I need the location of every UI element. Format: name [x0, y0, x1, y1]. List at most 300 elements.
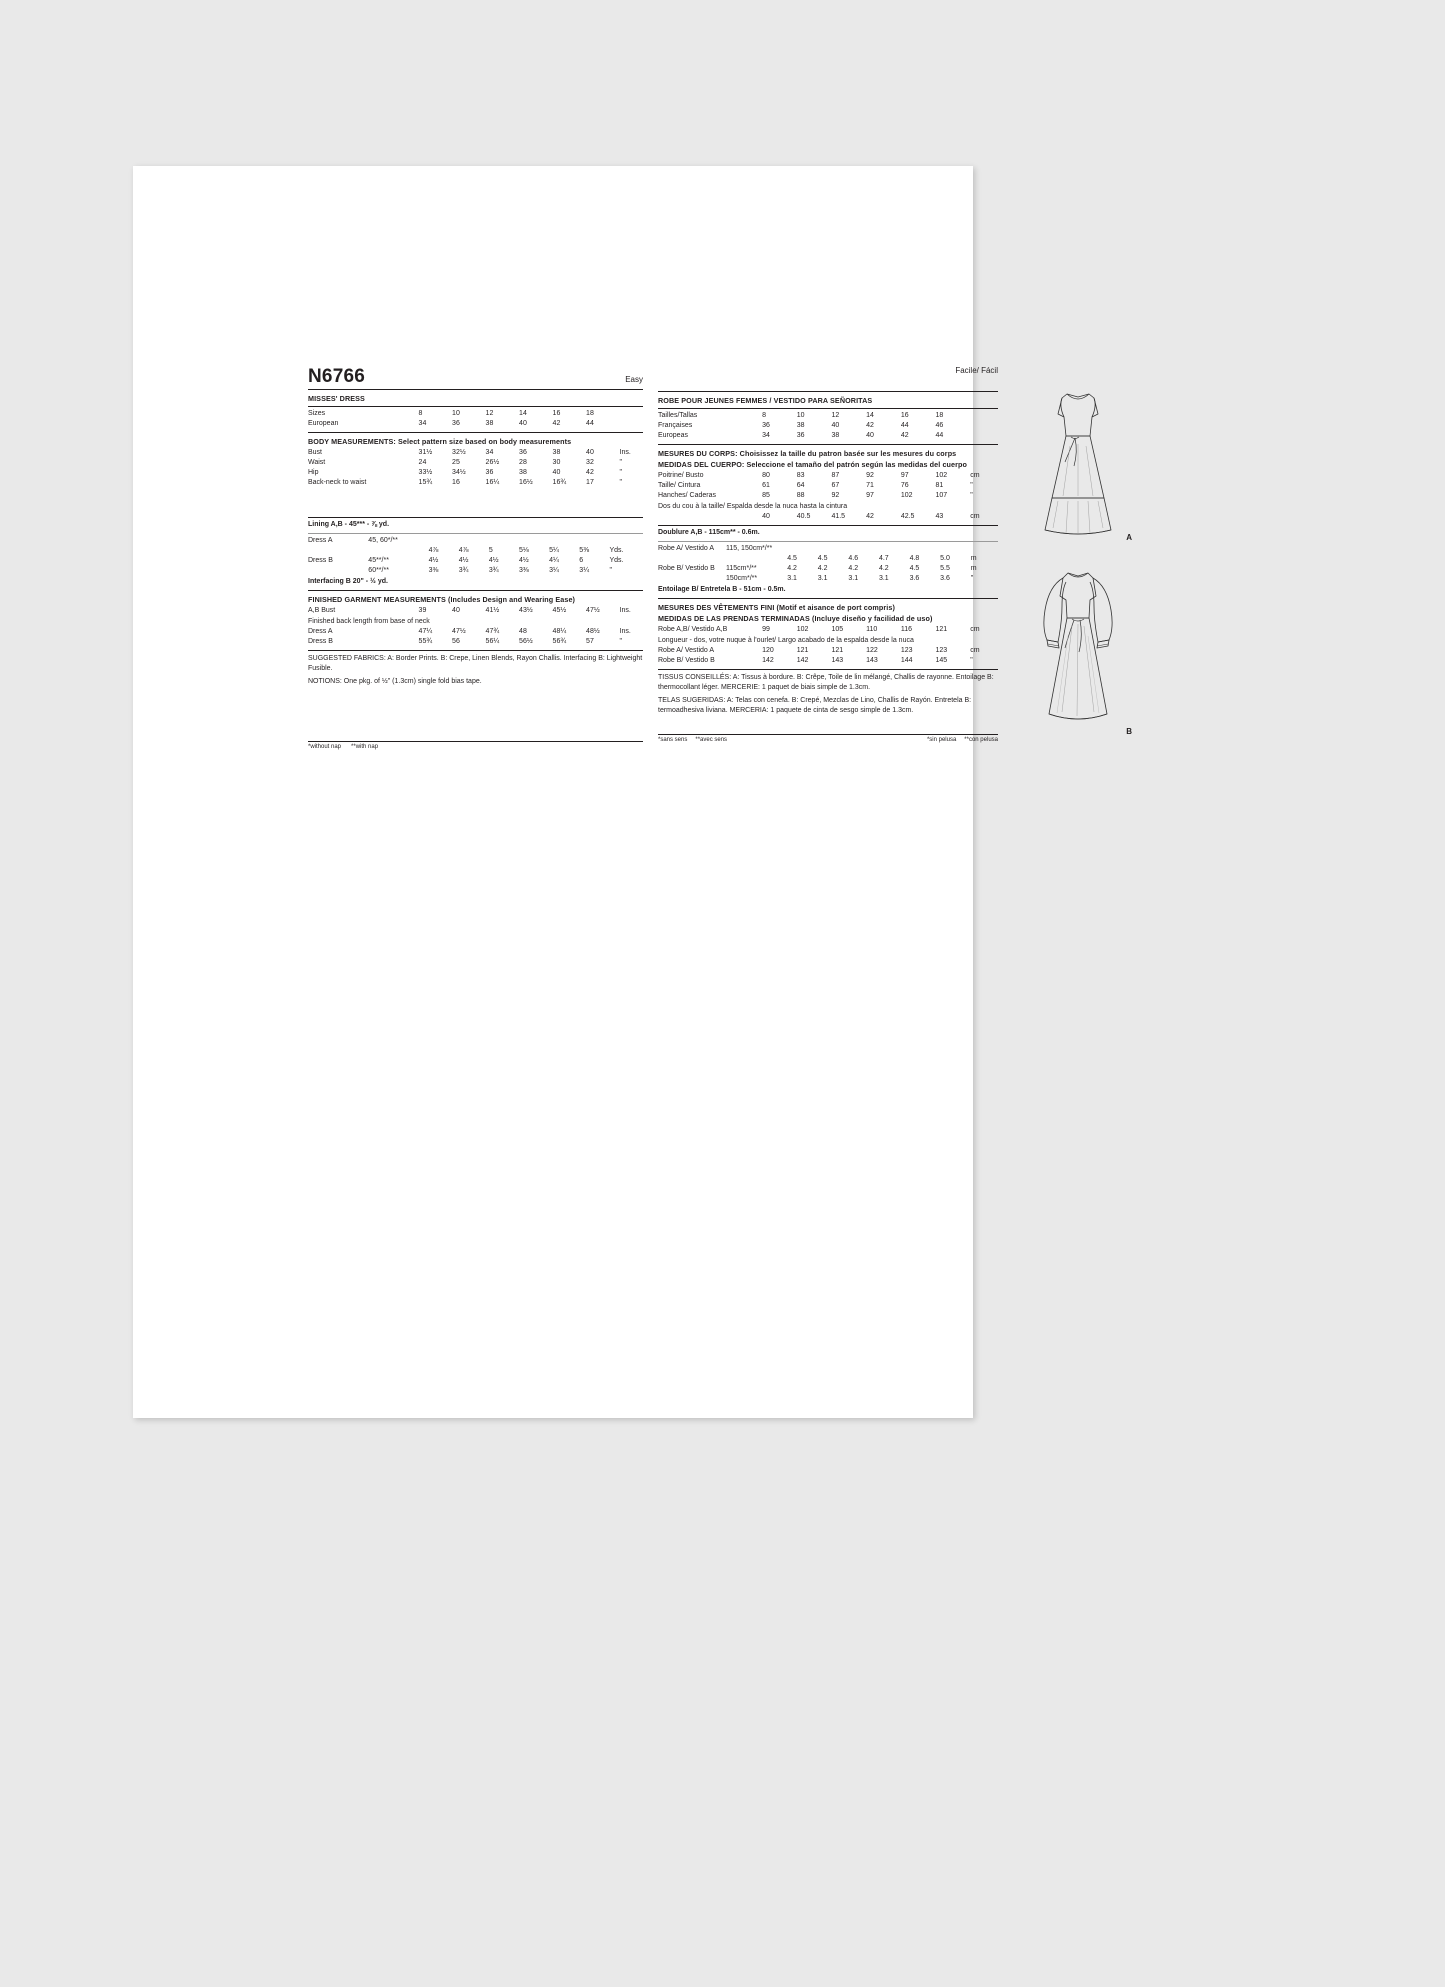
cell: 97 [900, 472, 909, 480]
row-label-europeas: Europeas [658, 432, 688, 440]
divider [658, 525, 998, 526]
cell: 34 [762, 432, 770, 440]
cell: 16¾ [552, 479, 567, 487]
row-label-bust: Bust [308, 449, 323, 457]
cell: 99 [762, 626, 770, 634]
cell: 4.5 [787, 555, 797, 563]
line-drawings-column [1018, 388, 1138, 736]
cell: 56¾ [552, 638, 567, 646]
yardage-width-60: 60**/** [368, 567, 389, 575]
divider [658, 669, 998, 670]
row-label-poitrine: Poitrine/ Busto [658, 472, 704, 480]
cell: 116 [900, 626, 912, 634]
cell: 24 [418, 459, 427, 467]
finished-back-length-label-fr-es: Longueur - dos, votre nuque à l'ourlet/ Largo acabado de la espalda desde la nuca [658, 637, 914, 644]
difficulty-en: Easy [625, 375, 643, 384]
cell: 36 [796, 432, 805, 440]
cell: 48½ [586, 628, 600, 636]
cell: 121 [796, 647, 809, 655]
finished-measurements-title-fr: MESURES DES VÊTEMENTS FINI (Motif et aisance de port compris) [658, 602, 895, 612]
footnote-with-nap: **with nap [351, 743, 379, 750]
cell: 32 [586, 459, 594, 467]
cell: 44 [900, 422, 909, 430]
cell: 3¾ [488, 567, 499, 575]
cell [658, 554, 726, 564]
cell: 122 [866, 647, 878, 655]
table-row [308, 478, 643, 488]
cell: 105 [831, 626, 844, 634]
cell: 30 [552, 459, 561, 467]
table-row [308, 409, 643, 419]
unit-cell: " [970, 492, 973, 500]
cell: 47¾ [485, 628, 500, 636]
cell: 80 [762, 472, 770, 480]
cell: 6 [579, 557, 584, 565]
interfacing-line-fr-es: Entoilage B/ Entretela B - 51cm - 0.5m. [658, 586, 786, 594]
footnote-without-nap: *without nap [308, 743, 342, 750]
cell: 4.6 [848, 555, 859, 563]
cell: 40 [586, 449, 594, 457]
cell: 42.5 [900, 513, 915, 521]
yardage-width-45: 45**/** [368, 557, 389, 565]
table-row [658, 421, 998, 431]
cell: 33½ [418, 469, 433, 477]
size-12: 12 [485, 410, 494, 418]
cell: 4.5 [909, 565, 920, 573]
unit-cell [971, 544, 998, 554]
unit-cell: cm [970, 513, 980, 521]
table-row [308, 419, 643, 429]
cell: 123 [935, 647, 948, 655]
cell: 3.1 [817, 575, 828, 583]
cell: 56¼ [485, 638, 500, 646]
cell: 41½ [485, 607, 500, 615]
cell: 4½ [458, 557, 469, 565]
cell: 102 [796, 626, 809, 634]
cell: 4½ [428, 557, 439, 565]
size-14: 14 [519, 410, 527, 418]
cell: 3.6 [940, 575, 950, 583]
cell: 38 [796, 422, 805, 430]
pattern-number: N6766 [308, 366, 365, 387]
cell: 48¼ [552, 628, 567, 636]
view-b-label: B [1126, 727, 1132, 736]
cell: 5⅛ [519, 547, 529, 555]
unit-cell: cm [970, 647, 980, 655]
cell: 32½ [452, 449, 466, 457]
european-label: European [308, 420, 339, 428]
cell [910, 544, 941, 554]
cell: 5 [488, 547, 493, 555]
cell: 92 [831, 492, 840, 500]
cell: 40.5 [796, 513, 811, 521]
cell: 34½ [452, 469, 466, 477]
cell: 3.1 [787, 575, 797, 583]
cell: 4¼ [549, 557, 559, 565]
cell: 102 [935, 472, 948, 480]
cell: 142 [796, 657, 809, 665]
size-10: 10 [452, 410, 460, 418]
cell: 144 [900, 657, 913, 665]
cell: 3.6 [909, 575, 920, 583]
euro-34: 34 [418, 420, 427, 428]
cell: 40 [831, 422, 840, 430]
cell: 3¼ [579, 567, 590, 575]
unit-cell: cm [970, 626, 980, 634]
cell: 143 [866, 657, 878, 665]
table-row [658, 471, 998, 481]
unit-cell: " [970, 482, 973, 490]
unit-cell [970, 421, 998, 431]
divider [308, 533, 643, 534]
divider [308, 650, 643, 651]
yardage-table-en [308, 536, 643, 576]
cell: 42 [866, 513, 874, 521]
cell: 5¼ [549, 547, 559, 555]
dress-view-a-drawing [1018, 388, 1138, 548]
footnote-sans-sens: *sans sens [658, 736, 688, 743]
cell: 55¾ [418, 638, 433, 646]
fr-es-header [658, 366, 998, 392]
sizes-label: Sizes [308, 410, 326, 418]
size-18: 18 [586, 410, 594, 418]
cell: 25 [452, 459, 460, 467]
table-row [308, 556, 643, 566]
cell: 16 [452, 479, 460, 487]
unit-cell: " [609, 567, 612, 575]
euro-38: 38 [485, 420, 494, 428]
cell: 42 [586, 469, 594, 477]
row-label-dress-b: Dress B [308, 638, 333, 646]
cell: 16½ [519, 479, 533, 487]
cell: 107 [935, 492, 948, 500]
cell [658, 574, 726, 584]
yardage-label-robe-b: Robe B/ Vestido B [658, 565, 715, 573]
cell [549, 536, 579, 546]
size-16: 16 [552, 410, 561, 418]
footnote-avec-sens: **avec sens [695, 736, 728, 743]
cell: 142 [762, 657, 774, 665]
interfacing-line-en: Interfacing B 20" - ½ yd. [308, 578, 388, 586]
cell: 5⅜ [579, 547, 590, 555]
divider [658, 541, 998, 542]
unit-cell [609, 536, 643, 546]
english-column [308, 366, 643, 750]
finished-length-table-en [308, 627, 643, 647]
cell: 40 [552, 469, 561, 477]
cell: 64 [796, 482, 805, 490]
yardage-width-150: 150cm*/** [726, 575, 758, 583]
cell: 67 [831, 482, 840, 490]
unit-cell: Ins. [619, 449, 631, 457]
cell: 47½ [452, 628, 466, 636]
cell: 42 [900, 432, 909, 440]
table-row [308, 606, 643, 616]
cell: 38 [519, 469, 527, 477]
body-measurements-table-fr-es [658, 471, 998, 501]
cell: 14 [866, 412, 874, 420]
cell: 10 [796, 412, 805, 420]
unit-cell: Yds. [609, 547, 624, 555]
divider [658, 444, 998, 445]
cell: 57 [586, 638, 594, 646]
table-row [308, 448, 643, 458]
table-row [658, 564, 998, 574]
row-label-hip: Hip [308, 469, 319, 477]
body-measurements-title-fr: MESURES DU CORPS: Choisissez la taille du patron basée sur les mesures du corps [658, 449, 957, 459]
cell: 5.5 [940, 565, 950, 573]
cell [308, 546, 368, 556]
body-measurements-title-es: MEDIDAS DEL CUERPO: Seleccione el tamaño del patrón según las medidas del cuerpo [658, 460, 968, 470]
yardage-label-robe-a: Robe A/ Vestido A [658, 545, 715, 553]
table-row [658, 512, 998, 522]
row-label-tailles: Tailles/Tallas [658, 412, 698, 420]
cell: 97 [866, 492, 874, 500]
french-spanish-column [658, 366, 998, 743]
divider [308, 406, 643, 407]
finished-measurements-table-en [308, 606, 643, 616]
unit-cell: " [619, 479, 623, 487]
table-row [658, 574, 998, 584]
cell: 85 [762, 492, 770, 500]
cell: 43½ [519, 607, 533, 615]
cell: 40 [866, 432, 874, 440]
unit-cell: cm [970, 472, 980, 480]
cell: 4.8 [909, 555, 920, 563]
notions-en: NOTIONS: One pkg. of ½" (1.3cm) single fold bias tape. [308, 677, 482, 685]
lining-line-en: Lining A,B - 45*** - ⅞ yd. [308, 521, 390, 529]
euro-36: 36 [452, 420, 460, 428]
cell: 4½ [488, 557, 499, 565]
cell: 120 [762, 647, 774, 655]
garment-title-en: MISSES' DRESS [308, 394, 365, 403]
cell: 5.0 [940, 555, 950, 563]
english-header [308, 366, 643, 390]
unit-cell: " [970, 575, 974, 583]
cell: 3¼ [549, 567, 559, 575]
cell: 83 [796, 472, 805, 480]
table-row [308, 536, 643, 546]
cell [519, 536, 549, 546]
cell: 4.2 [878, 565, 889, 573]
unit-cell [620, 409, 643, 419]
table-row [658, 625, 998, 635]
finished-measurements-table-fr-es [658, 625, 998, 635]
footnote-con-pelusa: **con pelusa [964, 736, 998, 743]
cell [940, 544, 971, 554]
row-label-robe-a: Robe A/ Vestido A [658, 647, 715, 655]
finished-measurements-title-es: MEDIDAS DE LAS PRENDAS TERMINADAS (Incluye diseño y facilidad de uso) [658, 613, 933, 623]
cell: 56½ [519, 638, 533, 646]
cell: 76 [900, 482, 909, 490]
unit-cell: Ins. [619, 607, 631, 615]
cell: 38 [831, 432, 840, 440]
finished-back-length-label-en: Finished back length from base of neck [308, 618, 430, 626]
footnote-fr-es [658, 734, 998, 743]
view-a-label: A [1126, 533, 1132, 542]
cell: 3.1 [878, 575, 889, 583]
cell [429, 536, 459, 546]
table-row [658, 544, 998, 554]
cell: 17 [586, 479, 594, 487]
view-b-illustration [1018, 566, 1138, 736]
cell: 34 [485, 449, 494, 457]
yardage-table-fr-es [658, 544, 998, 584]
divider [658, 408, 998, 409]
divider [308, 517, 643, 518]
row-label-robe-ab: Robe A,B/ Vestido A,B [658, 626, 728, 634]
unit-cell: m [970, 565, 977, 573]
cell: 47½ [586, 607, 600, 615]
cell: 87 [831, 472, 840, 480]
cell: 4.5 [817, 555, 828, 563]
view-a-illustration [1018, 388, 1138, 548]
cell: 47¼ [418, 628, 433, 636]
dress-view-b-drawing [1018, 566, 1138, 736]
cell: 3⅜ [519, 567, 529, 575]
cell: 4⅞ [458, 547, 469, 555]
yardage-label-dress-a: Dress A [308, 537, 333, 545]
unit-cell: " [619, 638, 623, 646]
divider [308, 432, 643, 433]
table-row [308, 637, 643, 647]
cell: 40 [452, 607, 460, 615]
table-row [658, 481, 998, 491]
cell [658, 512, 762, 522]
table-row [308, 566, 643, 576]
cell [368, 546, 428, 556]
cell: 38 [552, 449, 561, 457]
yardage-width-robe-a: 115, 150cm*/** [726, 545, 773, 553]
unit-cell: m [970, 555, 977, 563]
size-table-fr-es [658, 411, 998, 441]
suggested-fabrics-en: SUGGESTED FABRICS: A: Border Prints. B: Crepe, Linen Blends, Rayon Challis. Interfacing B: Lightweight Fusible. [308, 655, 643, 672]
cell: 31½ [418, 449, 433, 457]
body-measurements-title-en: BODY MEASUREMENTS: Select pattern size based on body measurements [308, 437, 572, 447]
euro-42: 42 [552, 420, 561, 428]
cell [818, 544, 849, 554]
suggested-fabrics-es: TELAS SUGERIDAS: A: Telas con cenefa. B: Crepé, Mezclas de Lino, Challis de Rayón. Entretela B: termoadhesiva liviana. MERCERIA: 1 paquete de cinta de sesgo simple de 1.3cm. [658, 696, 972, 714]
cell: 36 [485, 469, 494, 477]
cell: 4½ [519, 557, 529, 565]
table-row [658, 491, 998, 501]
size-8: 8 [418, 410, 423, 418]
table-row [658, 411, 998, 421]
row-label-francaises: Françaises [658, 422, 693, 430]
body-measurements-table-en [308, 448, 643, 488]
unit-cell: Ins. [619, 628, 631, 636]
cell: 18 [935, 412, 944, 420]
table-row [658, 554, 998, 564]
difficulty-fr-es: Facile/ Fácil [955, 366, 998, 375]
suggested-fabrics-fr: TISSUS CONSEILLÉS: A: Tissus à bordure. B: Crêpe, Toile de lin mélangé, Challis de rayonne. Entoilage B: thermocollant léger. MERCERIE: 1 paquet de biais simple de 1.3cm. [658, 673, 994, 691]
footnote-sin-pelusa: *sin pelusa [926, 736, 957, 743]
cell: 15¾ [418, 479, 433, 487]
cell: 56 [452, 638, 460, 646]
row-label-backneck: Back-neck to waist [308, 479, 367, 487]
cell: 4.2 [817, 565, 828, 573]
unit-cell: Yds. [609, 557, 624, 565]
unit-cell: " [619, 459, 623, 467]
cell: 71 [866, 482, 874, 490]
garment-title-fr-es: ROBE POUR JEUNES FEMMES / VESTIDO PARA SEÑORITAS [658, 396, 873, 405]
table-row [658, 646, 998, 656]
cell: 88 [796, 492, 805, 500]
cell [459, 536, 489, 546]
cell: 16¼ [485, 479, 500, 487]
cell [879, 544, 910, 554]
table-row [308, 468, 643, 478]
cell: 102 [900, 492, 913, 500]
backneck-table-fr-es [658, 512, 998, 522]
cell [848, 544, 879, 554]
cell: 61 [762, 482, 770, 490]
cell: 92 [866, 472, 874, 480]
table-row [308, 627, 643, 637]
unit-cell [970, 431, 998, 441]
yardage-width-115: 115cm*/** [726, 565, 757, 573]
cell: 44 [935, 432, 944, 440]
table-row [658, 656, 998, 666]
divider [658, 598, 998, 599]
unit-cell: " [970, 657, 973, 665]
yardage-label-dress-b: Dress B [308, 557, 333, 565]
cell: 121 [935, 626, 948, 634]
cell: 4.2 [787, 565, 797, 573]
cell: 16 [900, 412, 909, 420]
pattern-envelope-sheet [133, 166, 1132, 1418]
cell: 3⅜ [428, 567, 439, 575]
cell: 41.5 [831, 513, 846, 521]
cell: 46 [935, 422, 944, 430]
yardage-width-dress-a: 45, 60*/** [368, 537, 398, 545]
cell [308, 566, 368, 576]
cell: 145 [935, 657, 948, 665]
cell: 123 [900, 647, 913, 655]
cell: 40 [762, 513, 770, 521]
divider [308, 590, 643, 591]
pattern-info-content [308, 366, 1132, 836]
cell [489, 536, 519, 546]
cell: 26½ [485, 459, 500, 467]
cell: 3.1 [848, 575, 859, 583]
size-table-en [308, 409, 643, 429]
euro-44: 44 [586, 420, 594, 428]
cell: 45½ [552, 607, 567, 615]
unit-cell: " [619, 469, 623, 477]
table-row [308, 458, 643, 468]
cell: 4.7 [878, 555, 889, 563]
cell: 8 [762, 412, 766, 420]
cell [579, 536, 609, 546]
row-label-taille: Taille/ Cintura [658, 482, 701, 490]
row-label-robe-b: Robe B/ Vestido B [658, 657, 715, 665]
cell: 12 [831, 412, 840, 420]
cell: 39 [418, 607, 427, 615]
euro-40: 40 [519, 420, 527, 428]
cell: 3¾ [458, 567, 469, 575]
cell: 143 [831, 657, 844, 665]
finished-measurements-title-en: FINISHED GARMENT MEASUREMENTS (Includes Design and Wearing Ease) [308, 595, 576, 605]
row-label-dress-a: Dress A [308, 628, 333, 636]
cell: 36 [762, 422, 770, 430]
cell: 36 [519, 449, 527, 457]
table-row [658, 431, 998, 441]
cell: 48 [519, 628, 527, 636]
row-label-waist: Waist [308, 459, 326, 467]
footnote-en [308, 741, 643, 750]
cell [726, 554, 787, 564]
